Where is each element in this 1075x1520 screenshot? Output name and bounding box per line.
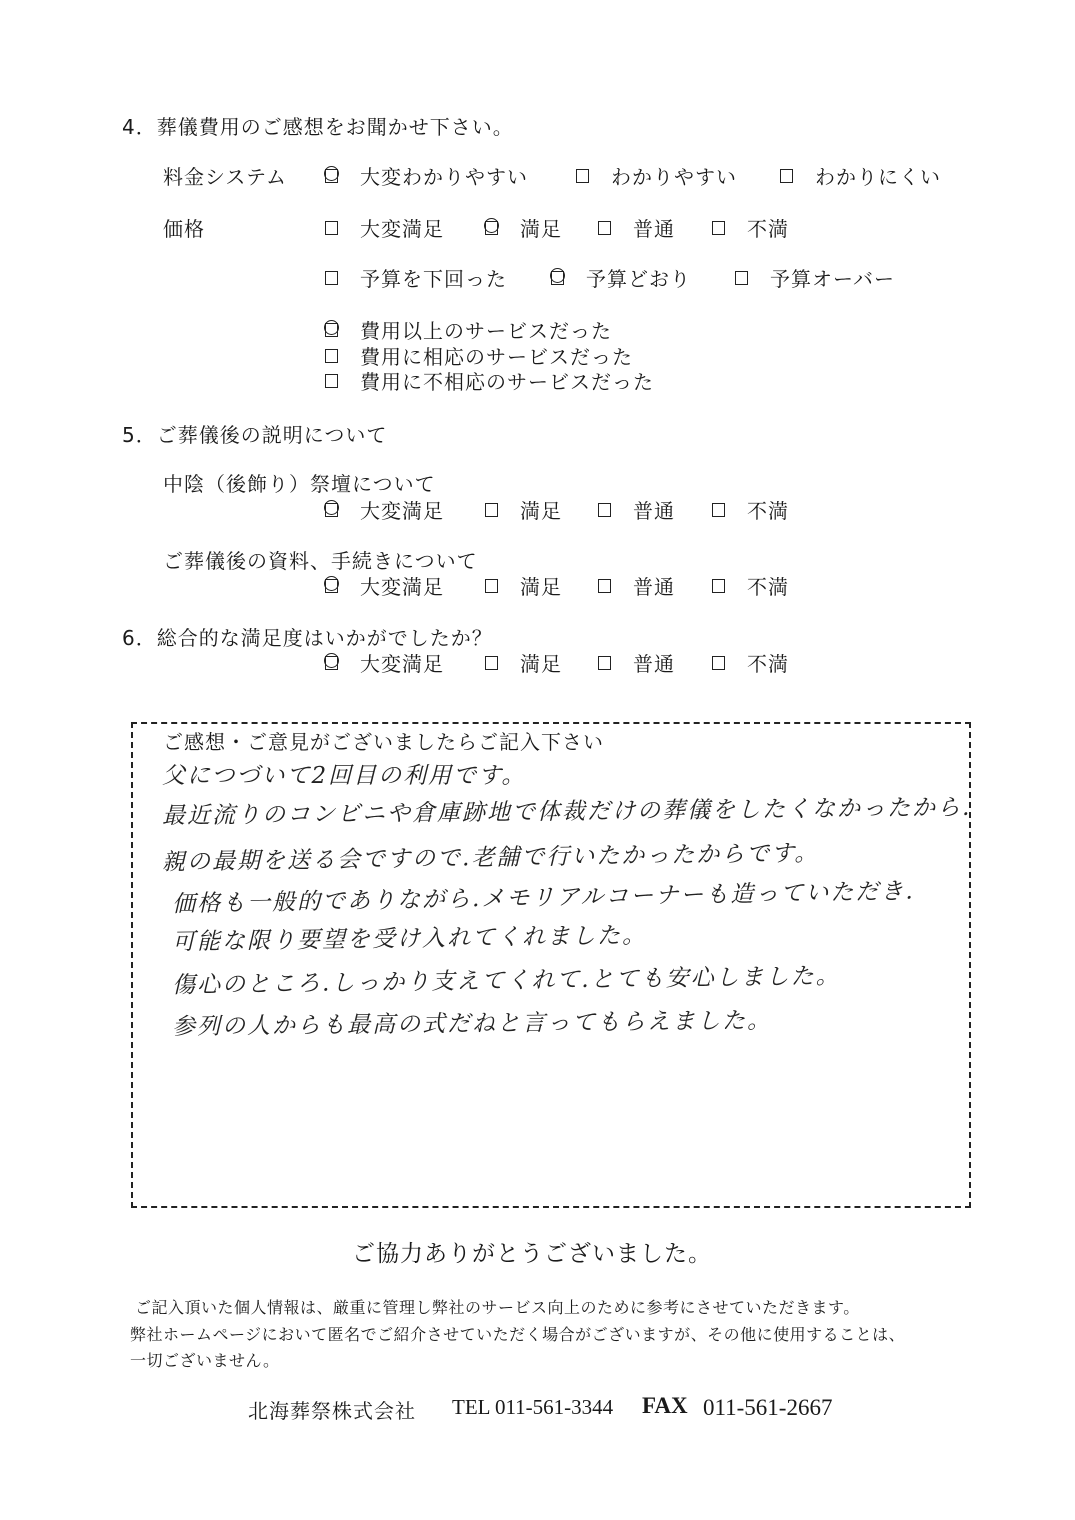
price-option-dissatisfied[interactable]	[712, 213, 789, 242]
option-label: 満足	[520, 499, 562, 523]
checkbox-icon[interactable]	[735, 271, 748, 285]
fax-label: FAX	[642, 1393, 688, 1418]
comment-line: 可能な限り要望を受け入れてくれました。	[171, 922, 648, 956]
question-5-title: 5．ご葬儀後の説明について	[122, 423, 388, 447]
checkbox-icon[interactable]	[712, 656, 725, 670]
checkbox-icon[interactable]	[485, 656, 498, 670]
option-label: 大変満足	[360, 217, 444, 241]
phone-number: TEL 011-561-3344	[452, 1395, 614, 1419]
value-option-above-cost[interactable]	[325, 315, 612, 344]
altar-option-neutral[interactable]	[598, 495, 675, 524]
checkbox-icon[interactable]	[325, 221, 338, 235]
comment-heading: ご感想・ご意見がございましたらご記入下さい	[163, 730, 604, 754]
checkbox-icon[interactable]	[325, 271, 338, 285]
company-name: 北海葬祭株式会社	[248, 1399, 416, 1423]
option-label: 大変わかりやすい	[360, 165, 528, 189]
checkbox-checked-icon[interactable]	[325, 169, 338, 183]
checkbox-checked-icon[interactable]	[485, 221, 498, 235]
comment-line: 参列の人からも最高の式だねと言ってもらえました。	[171, 1007, 773, 1041]
checkbox-icon[interactable]	[598, 221, 611, 235]
checkbox-icon[interactable]	[485, 579, 498, 593]
documents-option-very-satisfied[interactable]	[325, 571, 444, 600]
question-4-title: 4．葬儀費用のご感想をお聞かせ下さい。	[122, 115, 514, 139]
value-option-below-cost[interactable]	[325, 366, 654, 395]
altar-option-satisfied[interactable]	[485, 495, 562, 524]
checkbox-icon[interactable]	[598, 579, 611, 593]
privacy-note-line: ご記入頂いた個人情報は、厳重に管理し弊社のサービス向上のために参考にさせていただきます。	[135, 1298, 860, 1317]
checkbox-icon[interactable]	[485, 503, 498, 517]
comment-line: 最近流りのコンビニや倉庫跡地で体裁だけの葬儀をしたくなかったから.	[161, 794, 972, 830]
option-label: 不満	[747, 217, 789, 241]
option-label: 満足	[520, 575, 562, 599]
option-label: 大変満足	[360, 575, 444, 599]
question-6-title: 6．総合的な満足度はいかがでしたか？	[122, 626, 493, 650]
altar-label: 中陰（後飾り）祭壇について	[163, 472, 436, 496]
privacy-note-line: 弊社ホームページにおいて匿名でご紹介させていただく場合がございますが、その他に使用することは、	[130, 1325, 906, 1344]
option-label: 予算どおり	[586, 267, 691, 291]
option-label: 普通	[633, 652, 675, 676]
price-option-satisfied[interactable]	[485, 213, 562, 242]
option-label: 普通	[633, 499, 675, 523]
documents-option-dissatisfied[interactable]	[712, 571, 789, 600]
option-label: 予算を下回った	[360, 267, 507, 291]
fax-number: 011-561-2667	[703, 1395, 833, 1420]
fee-system-option-unclear[interactable]	[780, 161, 941, 190]
privacy-note-line: 一切ございません。	[130, 1351, 280, 1370]
checkbox-icon[interactable]	[598, 656, 611, 670]
fee-system-option-clear[interactable]	[576, 161, 737, 190]
option-label: 普通	[633, 217, 675, 241]
checkbox-icon[interactable]	[712, 503, 725, 517]
option-label: 不満	[747, 499, 789, 523]
option-label: わかりにくい	[815, 165, 941, 189]
checkbox-checked-icon[interactable]	[325, 656, 338, 670]
checkbox-checked-icon[interactable]	[325, 503, 338, 517]
checkbox-icon[interactable]	[780, 169, 793, 183]
documents-option-neutral[interactable]	[598, 571, 675, 600]
thanks-message: ご協力ありがとうございました。	[352, 1241, 712, 1267]
checkbox-checked-icon[interactable]	[325, 323, 338, 337]
option-label: 大変満足	[360, 499, 444, 523]
documents-option-satisfied[interactable]	[485, 571, 562, 600]
option-label: 満足	[520, 652, 562, 676]
checkbox-icon[interactable]	[598, 503, 611, 517]
altar-option-very-satisfied[interactable]	[325, 495, 444, 524]
checkbox-checked-icon[interactable]	[325, 579, 338, 593]
overall-option-very-satisfied[interactable]	[325, 648, 444, 677]
option-label: 大変満足	[360, 652, 444, 676]
checkbox-checked-icon[interactable]	[551, 271, 564, 285]
option-label: 不満	[747, 575, 789, 599]
budget-option-over[interactable]	[735, 263, 895, 292]
option-label: 費用に不相応のサービスだった	[360, 370, 654, 394]
comment-line: 傷心のところ.しっかり支えてくれて.とても安心しました。	[171, 963, 841, 999]
overall-option-satisfied[interactable]	[485, 648, 562, 677]
option-label: 満足	[520, 217, 562, 241]
price-option-neutral[interactable]	[598, 213, 675, 242]
option-label: 予算オーバー	[770, 267, 895, 291]
price-option-very-satisfied[interactable]	[325, 213, 444, 242]
option-label: 不満	[747, 652, 789, 676]
comment-line: 価格も一般的でありながら.メモリアルコーナーも造っていただき.	[171, 878, 915, 918]
checkbox-icon[interactable]	[712, 579, 725, 593]
comment-line: 親の最期を送る会ですので.老舗で行いたかったからです。	[161, 840, 820, 876]
fee-system-label: 料金システム	[163, 165, 287, 189]
checkbox-icon[interactable]	[325, 374, 338, 388]
price-label: 価格	[163, 217, 205, 241]
checkbox-icon[interactable]	[712, 221, 725, 235]
fee-system-option-very-clear[interactable]	[325, 161, 528, 190]
budget-option-under[interactable]	[325, 263, 507, 292]
altar-option-dissatisfied[interactable]	[712, 495, 789, 524]
checkbox-icon[interactable]	[325, 349, 338, 363]
option-label: 費用に相応のサービスだった	[360, 345, 633, 369]
overall-option-dissatisfied[interactable]	[712, 648, 789, 677]
comment-line: 父につづいて2回目の利用です。	[162, 763, 527, 789]
option-label: 費用以上のサービスだった	[360, 319, 612, 343]
overall-option-neutral[interactable]	[598, 648, 675, 677]
option-label: わかりやすい	[611, 165, 737, 189]
documents-label: ご葬儀後の資料、手続きについて	[163, 549, 478, 573]
checkbox-icon[interactable]	[576, 169, 589, 183]
option-label: 普通	[633, 575, 675, 599]
budget-option-on[interactable]	[551, 263, 691, 292]
